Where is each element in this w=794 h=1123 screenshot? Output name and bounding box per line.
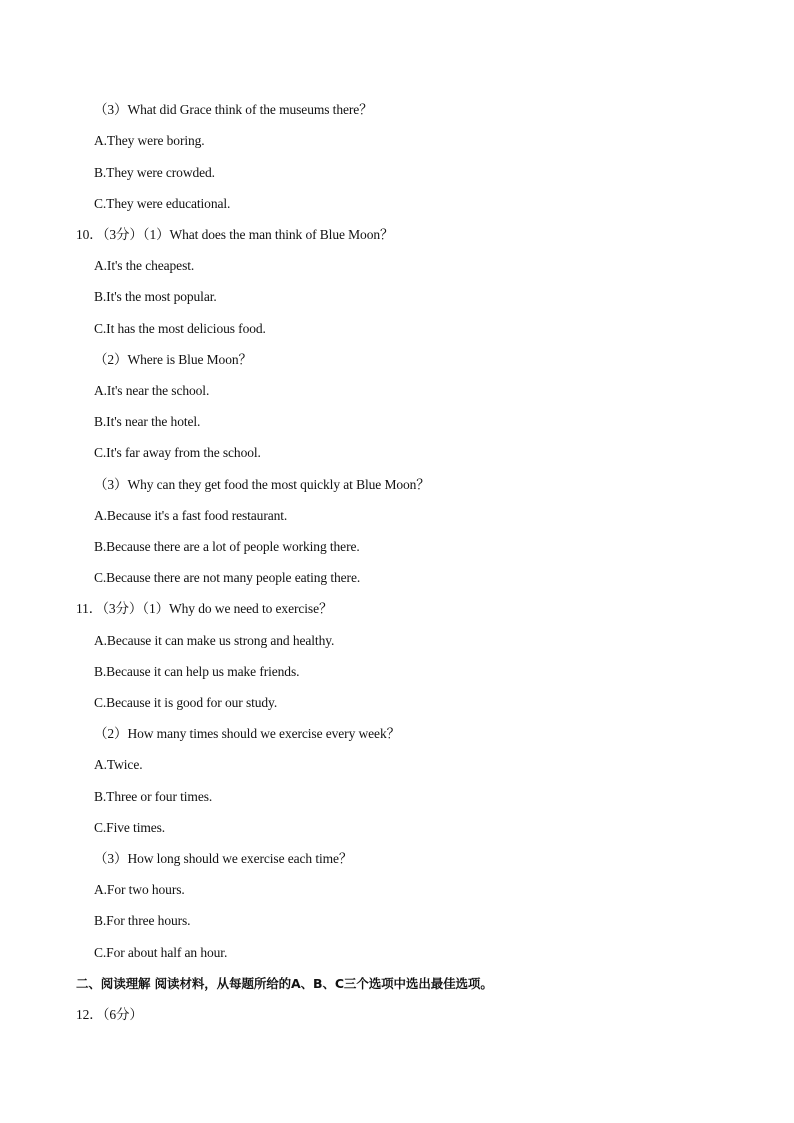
option-a: A.Because it's a fast food restaurant. <box>94 508 288 523</box>
option-c: C.They were educational. <box>94 196 231 211</box>
option-c: C.Five times. <box>94 820 166 835</box>
option-b: B.Three or four times. <box>94 789 213 804</box>
option-c: C.It has the most delicious food. <box>94 321 266 336</box>
option-a: A.It's near the school. <box>94 383 210 398</box>
question-11-sub-3: （3）How long should we exercise each time？ <box>94 851 353 866</box>
option-c: C.Because it is good for our study. <box>94 695 278 710</box>
option-c: C.For about half an hour. <box>94 945 228 960</box>
option-b: B.It's the most popular. <box>94 289 217 304</box>
option-b: B.For three hours. <box>94 913 191 928</box>
option-c: C.It's far away from the school. <box>94 445 261 460</box>
option-a: A.Because it can make us strong and healthy. <box>94 633 335 648</box>
option-a: A.It's the cheapest. <box>94 258 195 273</box>
question-12-heading: 12．（6分） <box>76 1007 143 1022</box>
question-11-heading: 11．（3分）（1）Why do we need to exercise？ <box>76 601 333 616</box>
question-11-sub-2: （2）How many times should we exercise every week？ <box>94 726 400 741</box>
question-10-sub-2: （2）Where is Blue Moon？ <box>94 352 252 367</box>
section-heading-reading: 二、阅读理解 阅读材料，从每题所给的A、B、C三个选项中选出最佳选项。 <box>76 976 493 991</box>
option-b: B.Because it can help us make friends. <box>94 664 300 679</box>
option-a: A.Twice. <box>94 757 143 772</box>
option-b: B.Because there are a lot of people working there. <box>94 539 360 554</box>
question-10-sub-3: （3）Why can they get food the most quickly at Blue Moon？ <box>94 477 430 492</box>
question-10-heading: 10．（3分）（1）What does the man think of Blue Moon？ <box>76 227 394 242</box>
option-a: A.For two hours. <box>94 882 185 897</box>
option-b: B.It's near the hotel. <box>94 414 201 429</box>
option-a: A.They were boring. <box>94 133 205 148</box>
question-9-sub-3: （3）What did Grace think of the museums there？ <box>94 102 373 117</box>
option-b: B.They were crowded. <box>94 165 215 180</box>
option-c: C.Because there are not many people eating there. <box>94 570 361 585</box>
